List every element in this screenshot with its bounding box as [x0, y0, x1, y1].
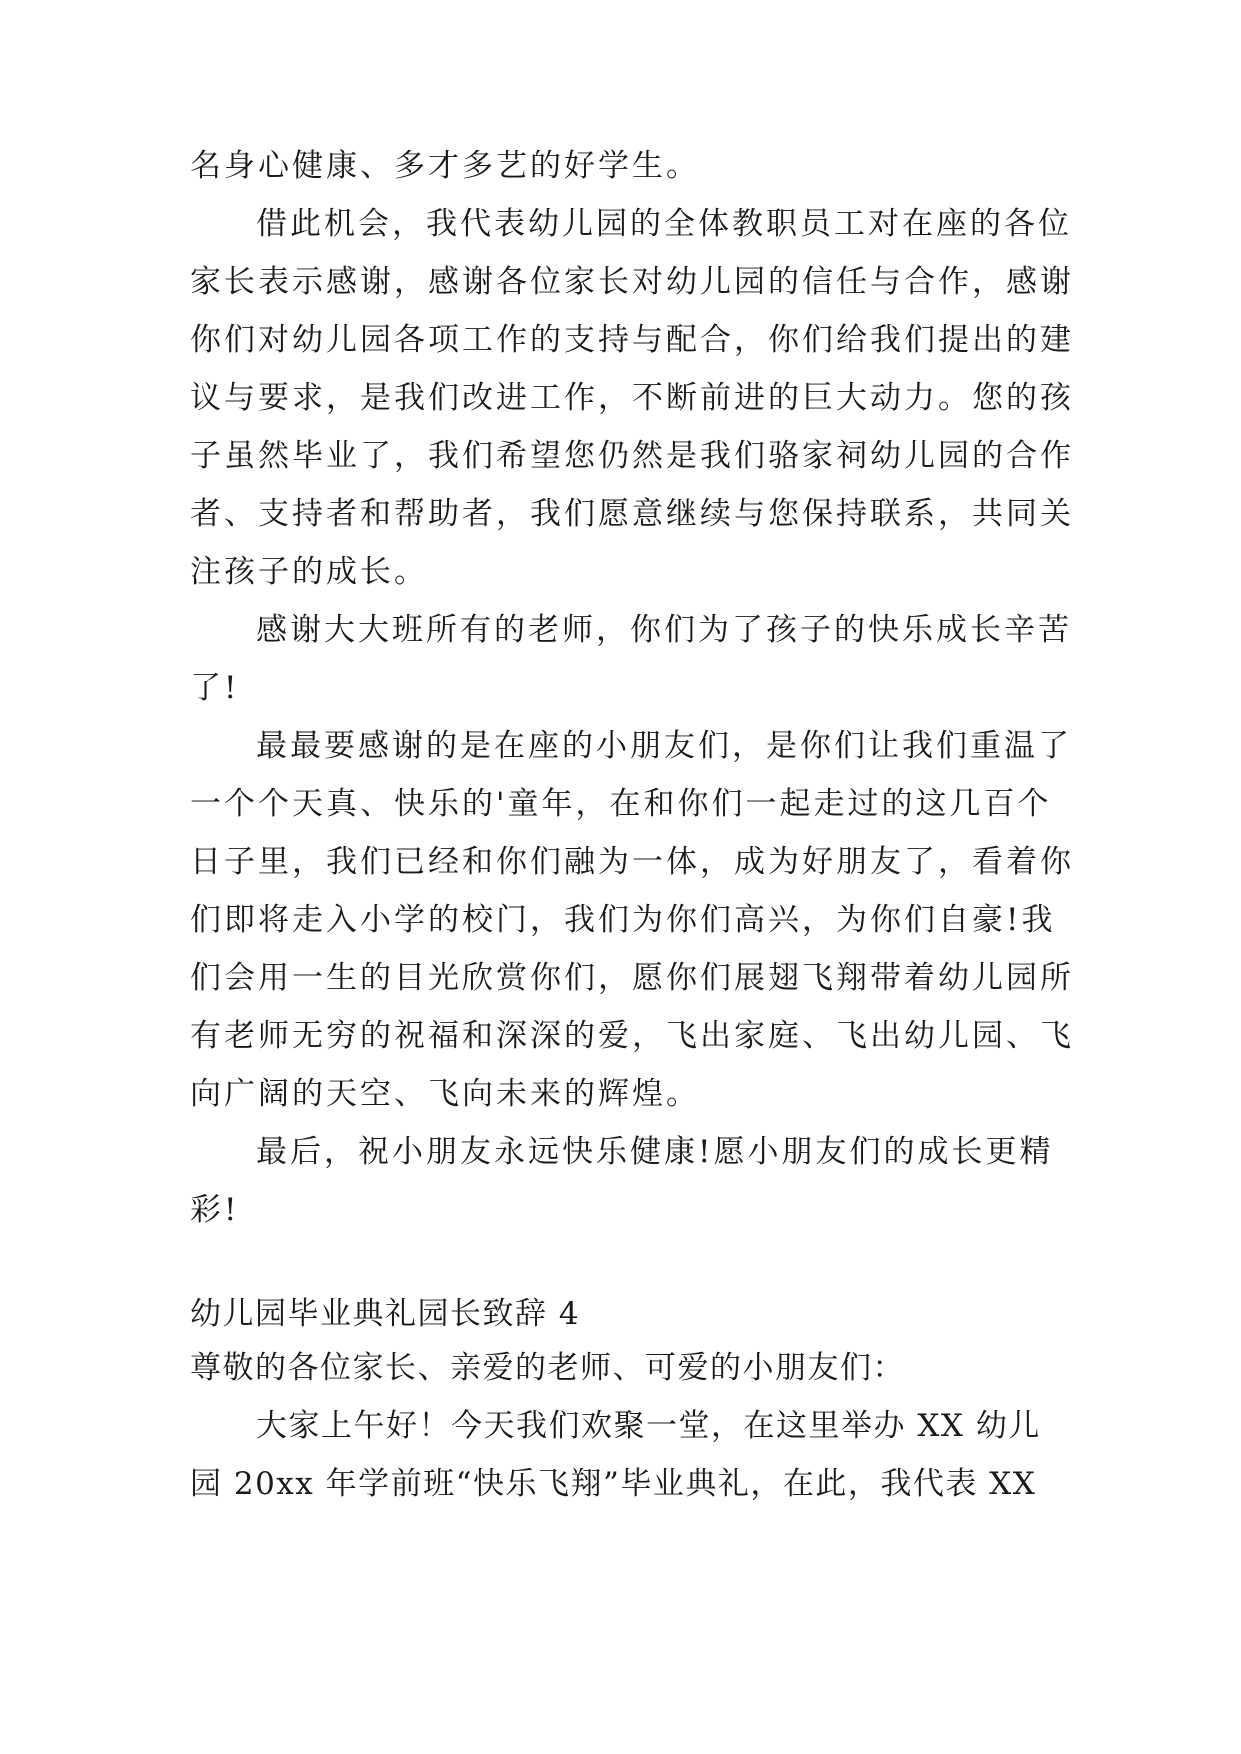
- paragraph-line: 大家上午好！今天我们欢聚一堂，在这里举办 XX 幼儿: [256, 1408, 1041, 1444]
- paragraph-line: 借此机会，我代表幼儿园的全体教职员工对在座的各位: [256, 206, 1072, 242]
- paragraph-line: 日子里，我们已经和你们融为一体，成为好朋友了，看着你: [190, 844, 1074, 880]
- section-heading: 幼儿园毕业典礼园长致辞 4: [190, 1296, 581, 1332]
- paragraph-line: 一个个天真、快乐的'童年，在和你们一起走过的这几百个: [190, 786, 1052, 822]
- paragraph-line: 注孩子的成长。: [190, 554, 428, 590]
- paragraph-line: 你们对幼儿园各项工作的支持与配合，你们给我们提出的建: [190, 322, 1074, 358]
- paragraph-line: 最后，祝小朋友永远快乐健康!愿小朋友们的成长更精: [256, 1134, 1054, 1170]
- paragraph-line: 园 20xx 年学前班“快乐飞翔”毕业典礼，在此，我代表 XX: [190, 1466, 1037, 1502]
- paragraph-line: 彩!: [190, 1192, 240, 1228]
- paragraph-line: 议与要求，是我们改进工作，不断前进的巨大动力。您的孩: [190, 380, 1074, 416]
- salutation-line: 尊敬的各位家长、亲爱的老师、可爱的小朋友们：: [190, 1350, 905, 1386]
- paragraph-line: 家长表示感谢，感谢各位家长对幼儿园的信任与合作，感谢: [190, 264, 1074, 300]
- paragraph-line: 子虽然毕业了，我们希望您仍然是我们骆家祠幼儿园的合作: [190, 438, 1074, 474]
- paragraph-line: 们会用一生的目光欣赏你们，愿你们展翅飞翔带着幼儿园所: [190, 960, 1074, 996]
- paragraph-line: 感谢大大班所有的老师，你们为了孩子的快乐成长辛苦: [256, 612, 1072, 648]
- paragraph-line: 有老师无穷的祝福和深深的爱，飞出家庭、飞出幼儿园、飞: [190, 1018, 1074, 1054]
- paragraph-line: 者、支持者和帮助者，我们愿意继续与您保持联系，共同关: [190, 496, 1074, 532]
- paragraph-line: 们即将走入小学的校门，我们为你们高兴，为你们自豪!我: [190, 902, 1056, 938]
- paragraph-line: 向广阔的天空、飞向未来的辉煌。: [190, 1076, 700, 1112]
- paragraph-line: 了!: [190, 670, 240, 706]
- paragraph-line: 最最要感谢的是在座的小朋友们，是你们让我们重温了: [256, 728, 1072, 764]
- paragraph-line: 名身心健康、多才多艺的好学生。: [190, 148, 700, 184]
